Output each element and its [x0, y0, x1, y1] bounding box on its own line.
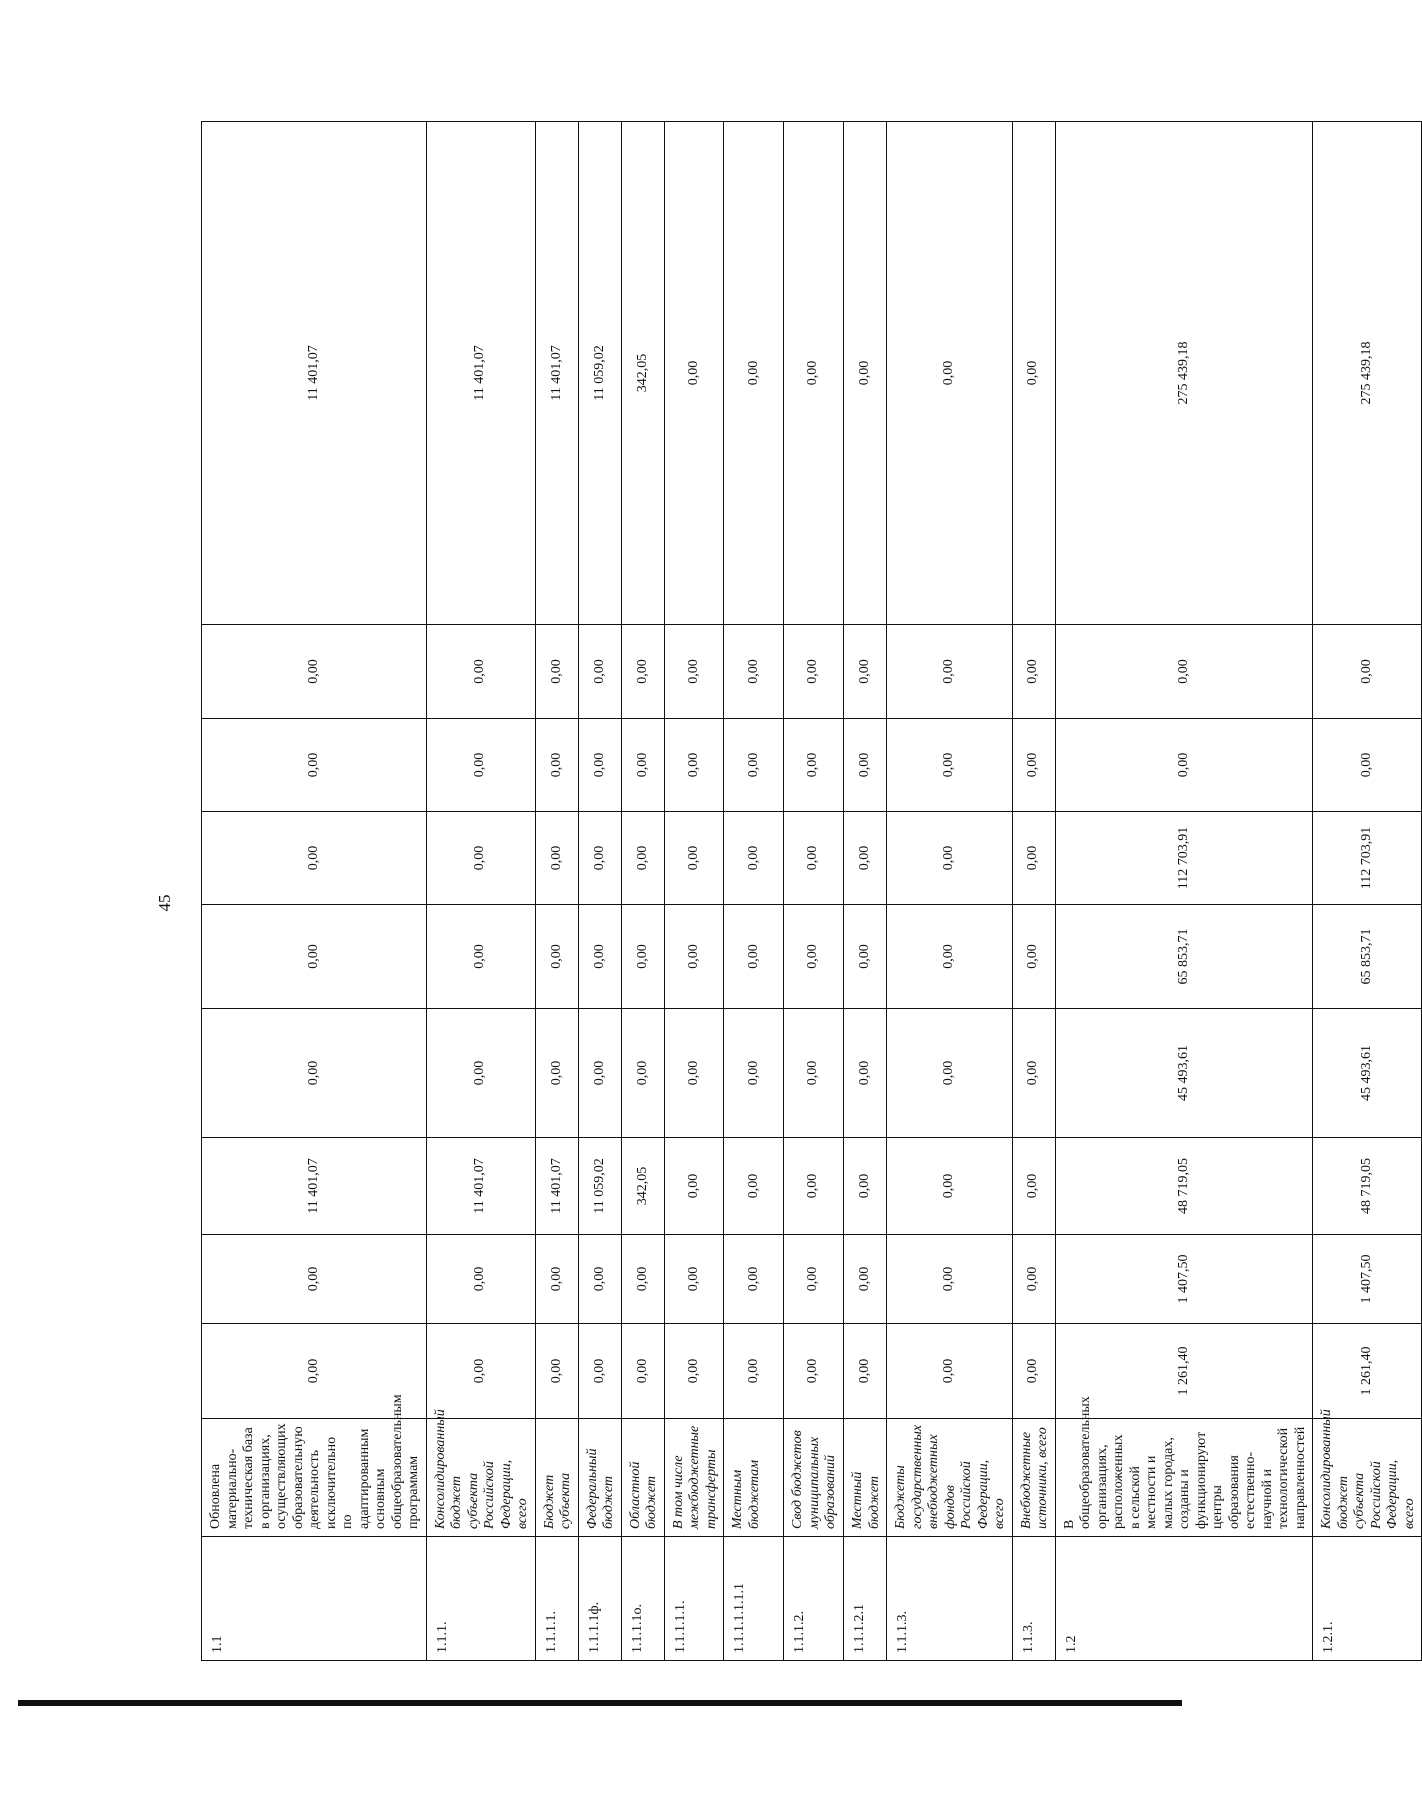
value-cell: 0,00	[843, 1138, 886, 1235]
value-cell: 0,00	[535, 1235, 578, 1324]
value-cell: 11 059,02	[578, 122, 621, 625]
value-cell: 0,00	[535, 812, 578, 905]
value-cell: 0,00	[887, 905, 1013, 1009]
value-cell: 0,00	[426, 719, 535, 812]
row-name: Внебюджетные источники, всего	[1012, 1419, 1055, 1537]
value-cell: 0,00	[202, 1235, 427, 1324]
value-cell: 0,00	[784, 1235, 844, 1324]
row-name: Федеральный бюджет	[578, 1419, 621, 1537]
value-cell: 0,00	[578, 1235, 621, 1324]
value-cell: 0,00	[202, 625, 427, 719]
value-cell: 0,00	[202, 812, 427, 905]
value-cell: 112 703,91	[1313, 812, 1422, 905]
value-cell: 0,00	[887, 1138, 1013, 1235]
table-row	[1055, 122, 1313, 1661]
row-name: Консолидированный бюджет субъекта Российской Федерации, всего	[1313, 1419, 1422, 1537]
value-cell: 0,00	[887, 122, 1013, 625]
value-cell: 11 059,02	[578, 1138, 621, 1235]
value-cell: 1 407,50	[1313, 1235, 1422, 1324]
value-cell: 0,00	[664, 1138, 724, 1235]
table-row	[202, 122, 427, 1661]
value-cell: 0,00	[621, 905, 664, 1009]
value-cell: 65 853,71	[1055, 905, 1313, 1009]
row-name: Местным бюджетам	[724, 1419, 784, 1537]
value-cell: 0,00	[784, 1138, 844, 1235]
row-code: 1.1.1.1о.	[621, 1537, 664, 1661]
row-code: 1.1.1.1.	[535, 1537, 578, 1661]
value-cell: 0,00	[535, 625, 578, 719]
value-cell: 0,00	[664, 812, 724, 905]
table-row	[621, 122, 664, 1661]
value-cell: 0,00	[887, 719, 1013, 812]
value-cell: 0,00	[724, 625, 784, 719]
table-row	[1012, 122, 1055, 1661]
value-cell: 0,00	[578, 1324, 621, 1419]
value-cell: 1 261,40	[1313, 1324, 1422, 1419]
table-row	[724, 122, 784, 1661]
row-code: 1.1	[202, 1537, 427, 1661]
value-cell: 0,00	[843, 625, 886, 719]
value-cell: 11 401,07	[202, 1138, 427, 1235]
value-cell: 275 439,18	[1055, 122, 1313, 625]
value-cell: 0,00	[887, 812, 1013, 905]
value-cell: 0,00	[535, 905, 578, 1009]
value-cell: 1 261,40	[1055, 1324, 1313, 1419]
value-cell: 0,00	[535, 719, 578, 812]
value-cell: 0,00	[621, 812, 664, 905]
value-cell: 0,00	[887, 1009, 1013, 1138]
value-cell: 0,00	[578, 1009, 621, 1138]
row-name: Бюджет субъекта	[535, 1419, 578, 1537]
row-name: Бюджеты государственных внебюджетных фондов Российской Федерации, всего	[887, 1419, 1013, 1537]
budget-table	[201, 121, 1422, 1661]
row-code: 1.1.1.2.	[784, 1537, 844, 1661]
table-row	[843, 122, 886, 1661]
value-cell: 0,00	[664, 1009, 724, 1138]
value-cell: 45 493,61	[1055, 1009, 1313, 1138]
value-cell: 0,00	[1012, 719, 1055, 812]
value-cell: 48 719,05	[1313, 1138, 1422, 1235]
value-cell: 342,05	[621, 122, 664, 625]
value-cell: 0,00	[843, 812, 886, 905]
value-cell: 0,00	[724, 122, 784, 625]
value-cell: 0,00	[843, 1324, 886, 1419]
value-cell: 0,00	[426, 812, 535, 905]
budget-table-container	[201, 121, 1417, 1661]
value-cell: 0,00	[724, 1235, 784, 1324]
value-cell: 0,00	[202, 1324, 427, 1419]
table-row	[1313, 122, 1422, 1661]
row-code: 1.1.3.	[1012, 1537, 1055, 1661]
value-cell: 0,00	[1012, 1235, 1055, 1324]
value-cell: 0,00	[724, 1009, 784, 1138]
value-cell: 0,00	[426, 1009, 535, 1138]
bottom-rule	[18, 1700, 1182, 1706]
value-cell: 0,00	[1055, 719, 1313, 812]
value-cell: 0,00	[664, 1324, 724, 1419]
value-cell: 0,00	[784, 719, 844, 812]
value-cell: 0,00	[426, 1235, 535, 1324]
table-row	[887, 122, 1013, 1661]
value-cell: 0,00	[621, 719, 664, 812]
row-code: 1.1.1.	[426, 1537, 535, 1661]
value-cell: 275 439,18	[1313, 122, 1422, 625]
value-cell: 0,00	[843, 122, 886, 625]
value-cell: 0,00	[578, 905, 621, 1009]
table-body	[202, 122, 1422, 1661]
value-cell: 11 401,07	[202, 122, 427, 625]
table-row	[578, 122, 621, 1661]
page-number: 45	[155, 894, 174, 912]
value-cell: 0,00	[426, 905, 535, 1009]
value-cell: 0,00	[664, 905, 724, 1009]
value-cell: 0,00	[887, 625, 1013, 719]
row-code: 1.2.1.	[1313, 1537, 1422, 1661]
value-cell: 0,00	[202, 1009, 427, 1138]
row-name: Местный бюджет	[843, 1419, 886, 1537]
row-name: Консолидированный бюджет субъекта Российской Федерации, всего	[426, 1419, 535, 1537]
row-code: 1.1.1.1ф.	[578, 1537, 621, 1661]
value-cell: 11 401,07	[426, 1138, 535, 1235]
value-cell: 0,00	[202, 905, 427, 1009]
value-cell: 112 703,91	[1055, 812, 1313, 905]
value-cell: 0,00	[843, 1009, 886, 1138]
value-cell: 0,00	[843, 1235, 886, 1324]
value-cell: 0,00	[664, 1235, 724, 1324]
value-cell: 0,00	[535, 1009, 578, 1138]
value-cell: 0,00	[621, 1324, 664, 1419]
row-code: 1.1.1.1.1.	[664, 1537, 724, 1661]
value-cell: 0,00	[1012, 812, 1055, 905]
value-cell: 0,00	[578, 719, 621, 812]
value-cell: 0,00	[664, 625, 724, 719]
value-cell: 45 493,61	[1313, 1009, 1422, 1138]
row-name: В том числе межбюджетные трансферты	[664, 1419, 724, 1537]
value-cell: 11 401,07	[426, 122, 535, 625]
value-cell: 65 853,71	[1313, 905, 1422, 1009]
value-cell: 0,00	[724, 1138, 784, 1235]
row-name: Свод бюджетов муниципальных образований	[784, 1419, 844, 1537]
table-row	[535, 122, 578, 1661]
row-name: Областной бюджет	[621, 1419, 664, 1537]
value-cell: 0,00	[784, 905, 844, 1009]
table-row	[784, 122, 844, 1661]
value-cell: 0,00	[784, 1009, 844, 1138]
value-cell: 0,00	[784, 812, 844, 905]
value-cell: 342,05	[621, 1138, 664, 1235]
value-cell: 0,00	[887, 1235, 1013, 1324]
row-code: 1.1.1.2.1	[843, 1537, 886, 1661]
table-row	[426, 122, 535, 1661]
value-cell: 0,00	[724, 905, 784, 1009]
value-cell: 0,00	[1012, 905, 1055, 1009]
value-cell: 0,00	[202, 719, 427, 812]
value-cell: 0,00	[1012, 1138, 1055, 1235]
value-cell: 0,00	[1012, 625, 1055, 719]
value-cell: 0,00	[724, 812, 784, 905]
value-cell: 0,00	[887, 1324, 1013, 1419]
value-cell: 0,00	[664, 122, 724, 625]
row-code: 1.2	[1055, 1537, 1313, 1661]
value-cell: 0,00	[621, 1235, 664, 1324]
value-cell: 1 407,50	[1055, 1235, 1313, 1324]
value-cell: 0,00	[1055, 625, 1313, 719]
value-cell: 0,00	[784, 625, 844, 719]
value-cell: 0,00	[664, 719, 724, 812]
value-cell: 0,00	[724, 719, 784, 812]
row-code: 1.1.1.3.	[887, 1537, 1013, 1661]
value-cell: 11 401,07	[535, 122, 578, 625]
value-cell: 11 401,07	[535, 1138, 578, 1235]
value-cell: 0,00	[724, 1324, 784, 1419]
row-code: 1.1.1.1.1.1.1	[724, 1537, 784, 1661]
value-cell: 0,00	[784, 1324, 844, 1419]
value-cell: 0,00	[426, 1324, 535, 1419]
value-cell: 0,00	[1012, 122, 1055, 625]
value-cell: 0,00	[578, 812, 621, 905]
row-name: В общеобразовательных организациях, расположенных в сельской местности и малых городах, созданы и функционируют центры образования естественно-научной и технологической направленностей	[1055, 1419, 1313, 1537]
value-cell: 0,00	[535, 1324, 578, 1419]
value-cell: 0,00	[1313, 719, 1422, 812]
value-cell: 0,00	[621, 1009, 664, 1138]
value-cell: 0,00	[1012, 1324, 1055, 1419]
value-cell: 0,00	[843, 905, 886, 1009]
row-name: Обновлена материально-техническая база в организациях, осуществляющих образовательную деятельность исключительно по адаптированным основным общеобразовательным программам	[202, 1419, 427, 1537]
table-row	[664, 122, 724, 1661]
value-cell: 0,00	[621, 625, 664, 719]
value-cell: 0,00	[843, 719, 886, 812]
value-cell: 48 719,05	[1055, 1138, 1313, 1235]
value-cell: 0,00	[784, 122, 844, 625]
value-cell: 0,00	[1012, 1009, 1055, 1138]
value-cell: 0,00	[1313, 625, 1422, 719]
value-cell: 0,00	[578, 625, 621, 719]
value-cell: 0,00	[426, 625, 535, 719]
